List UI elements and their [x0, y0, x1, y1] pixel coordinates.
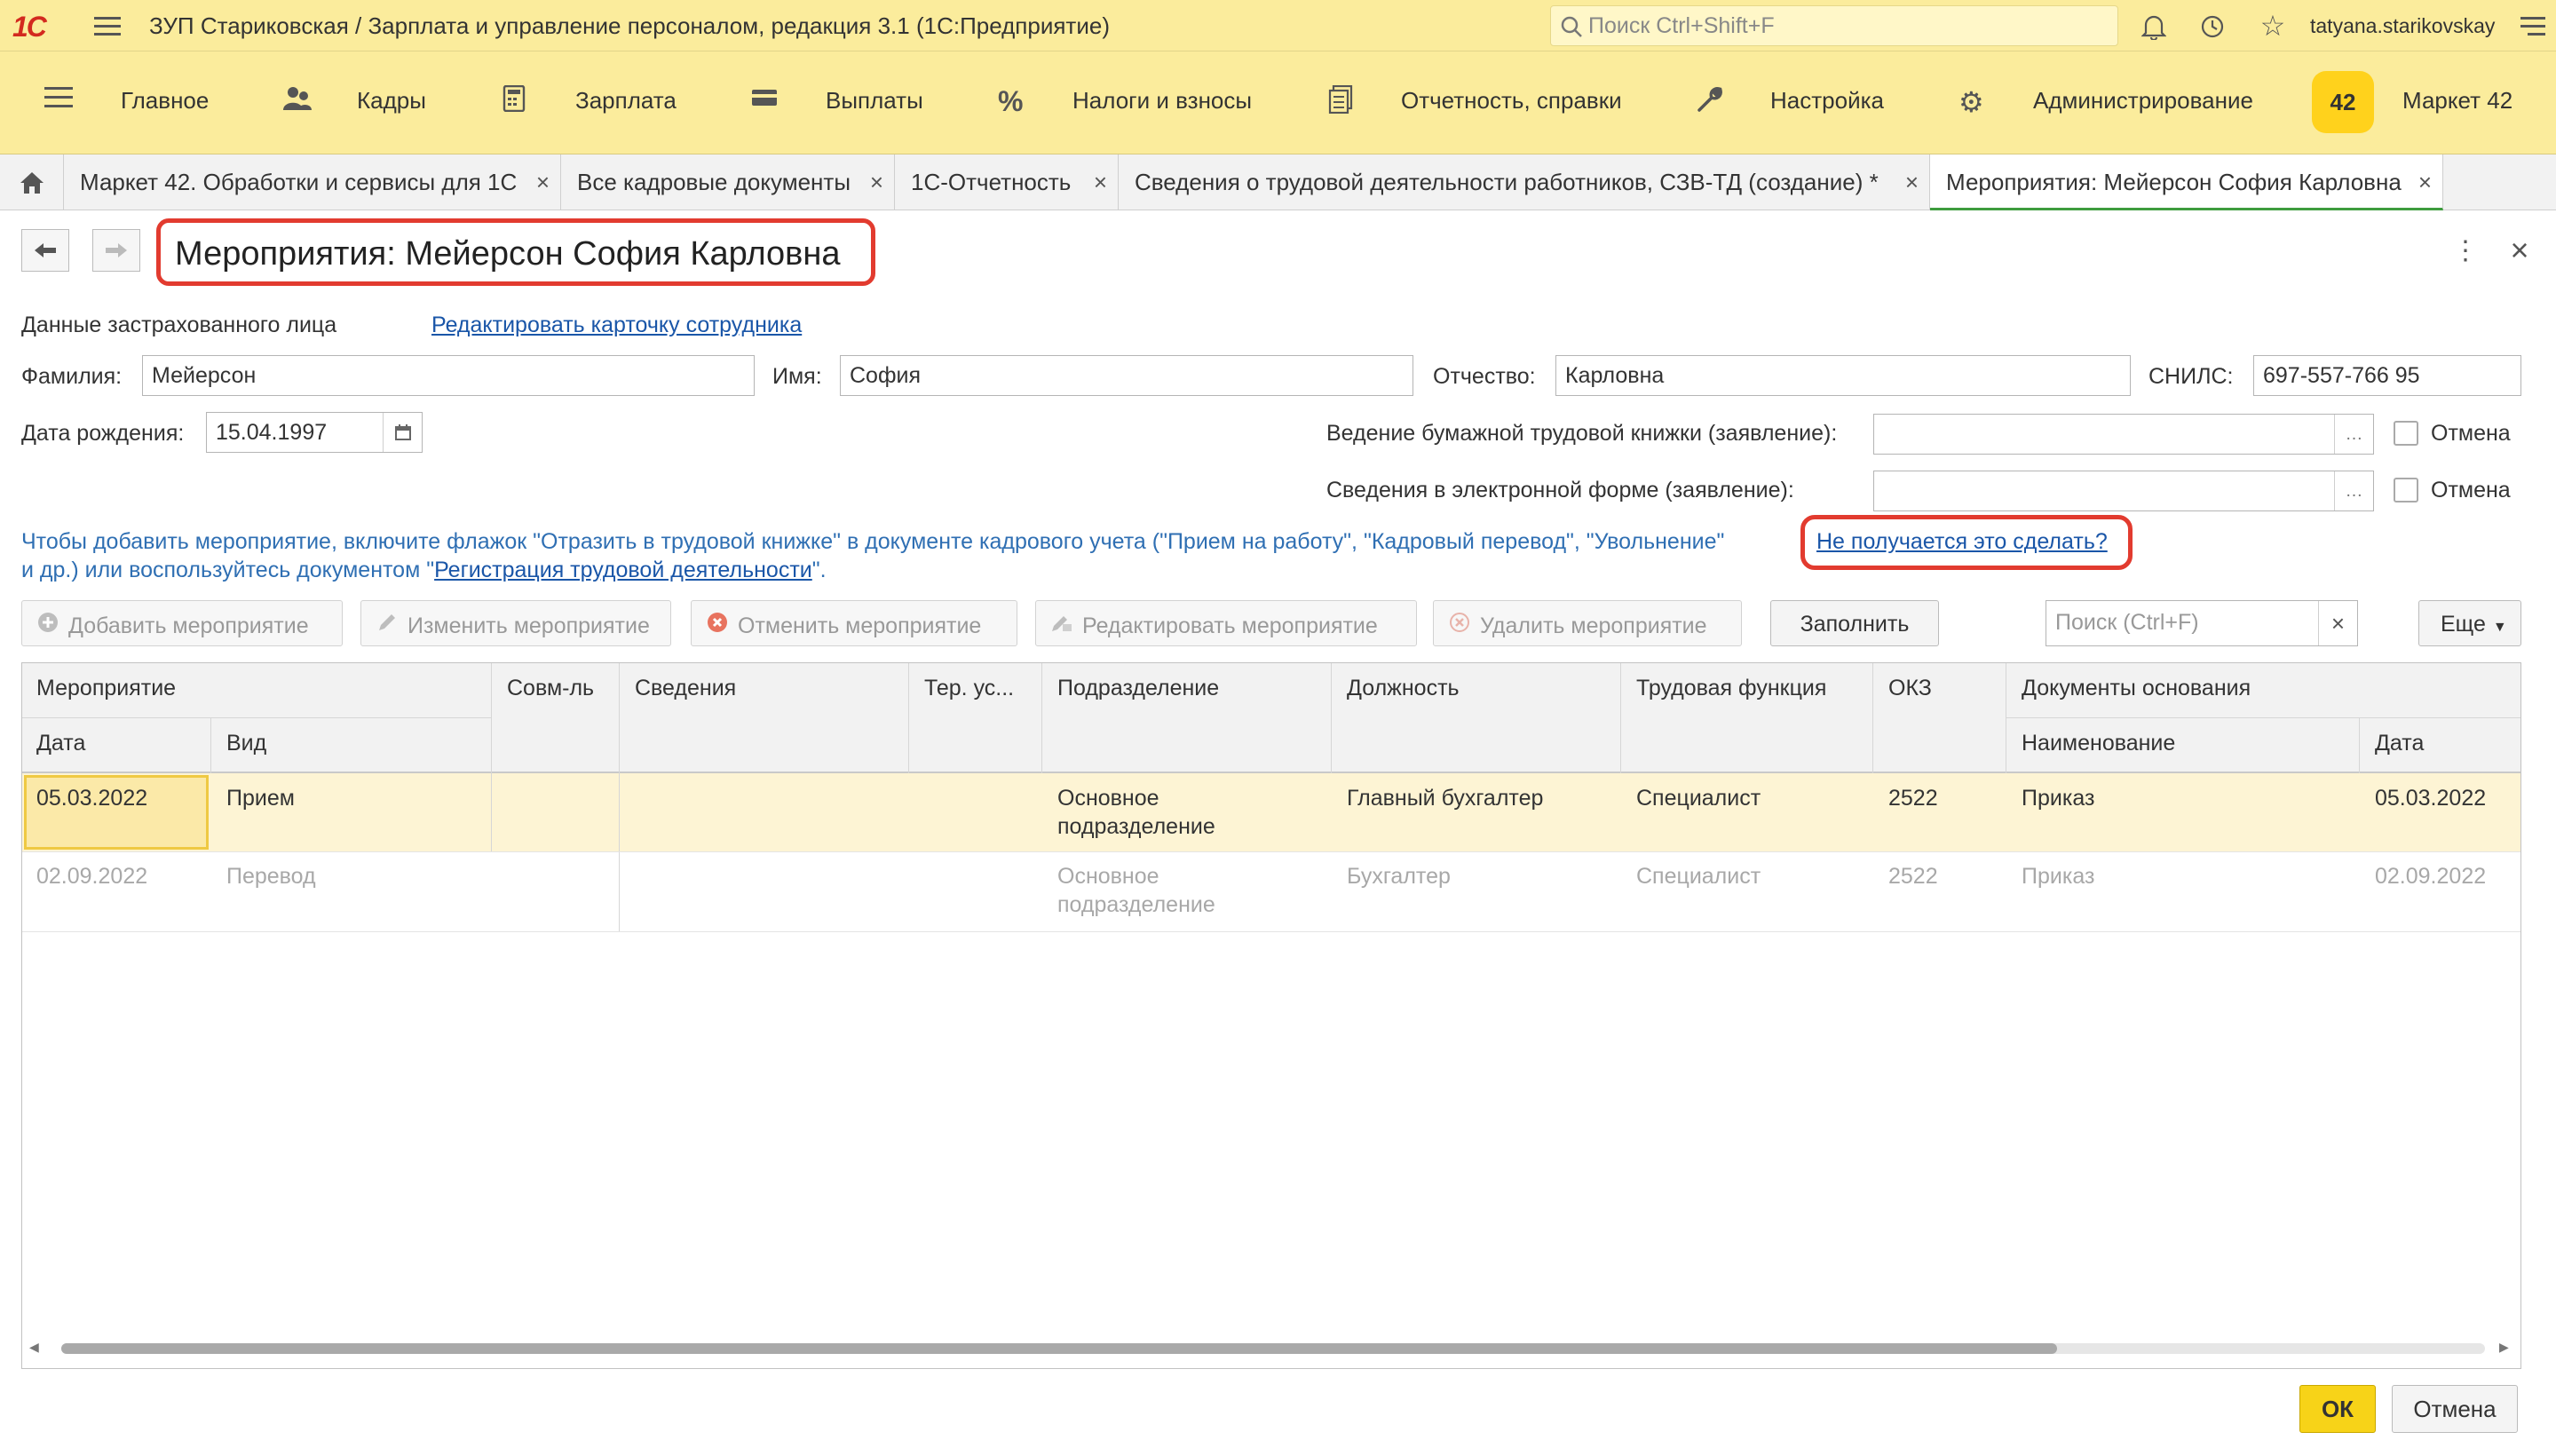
cell-doc-date: 02.09.2022 [2375, 864, 2487, 889]
paper-book-label: Ведение бумажной трудовой книжки (заявление): [1326, 421, 1838, 446]
section-settings[interactable]: Настройка [1770, 87, 1884, 114]
insured-person-label: Данные застрахованного лица [21, 313, 337, 337]
scroll-left-icon[interactable]: ◀ [29, 1340, 39, 1354]
header-event[interactable]: Мероприятие [36, 676, 177, 700]
add-event-button[interactable] [21, 600, 343, 646]
info-text-line2 [21, 558, 827, 583]
close-tab-icon[interactable]: × [1093, 169, 1107, 195]
header-position[interactable]: Должность [1347, 676, 1460, 700]
cell-labor-function: Специалист [1636, 786, 1761, 811]
edit-employee-card-link[interactable]: Редактировать карточку сотрудника [431, 313, 803, 337]
tab-label: Маркет 42. Обработки и сервисы для 1С [80, 169, 518, 195]
birth-date-label: Дата рождения: [21, 421, 185, 446]
col-divider [1620, 663, 1621, 773]
tab-szv-td[interactable] [1119, 154, 1930, 210]
change-event-button[interactable] [360, 600, 671, 646]
add-icon [35, 612, 61, 639]
calendar-icon[interactable] [383, 413, 422, 452]
more-label: Еще [2441, 612, 2486, 637]
patronymic-label: Отчество: [1433, 364, 1536, 389]
menu-icon[interactable] [44, 85, 73, 116]
username[interactable]: tatyana.starikovskay [2310, 14, 2496, 37]
col-divider [210, 718, 211, 773]
global-search-placeholder: Поиск Ctrl+Shift+F [1588, 13, 1775, 38]
select-ellipsis-icon[interactable]: … [2334, 415, 2373, 454]
paper-book-cancel-label: Отмена [2431, 421, 2511, 446]
header-date[interactable]: Дата [36, 731, 86, 756]
electronic-form-field[interactable] [1873, 471, 2374, 511]
help-link[interactable]: Не получается это сделать? [1816, 529, 2108, 554]
section-taxes[interactable]: Налоги и взносы [1072, 87, 1253, 114]
section-hr[interactable]: Кадры [357, 87, 426, 114]
col-divider [908, 663, 909, 773]
dropdown-arrow-icon: ▼ [2492, 620, 2507, 635]
edit-document-icon [1049, 612, 1075, 639]
settings-menu-icon[interactable] [2518, 11, 2548, 41]
section-payments[interactable]: Выплаты [826, 87, 923, 114]
row-divider [22, 851, 2520, 852]
header-kind[interactable]: Вид [226, 731, 267, 756]
electronic-form-cancel-checkbox[interactable] [2394, 478, 2418, 502]
cell-position: Бухгалтер [1347, 864, 1451, 889]
change-event-label: Изменить мероприятие [408, 613, 650, 638]
patronymic-field[interactable]: Карловна [1555, 355, 2131, 396]
table-search-input[interactable] [2046, 600, 2358, 646]
header-part-time[interactable]: Совм-ль [507, 676, 595, 700]
snils-field[interactable]: 697-557-766 95 [2253, 355, 2521, 396]
header-subdivider [2006, 717, 2520, 718]
cell-kind: Прием [226, 786, 295, 811]
info-text-prefix: и др.) или воспользуйтесь документом " [21, 558, 435, 582]
star-icon[interactable]: ☆ [2259, 10, 2286, 42]
tab-label: Мероприятия: Мейерсон София Карловна [1946, 169, 2402, 195]
revoke-event-label: Отменить мероприятие [738, 613, 982, 638]
row-divider [22, 931, 2520, 932]
section-salary[interactable]: Зарплата [575, 87, 677, 114]
tab-label: 1С-Отчетность [911, 169, 1072, 195]
search-icon [1560, 15, 1583, 44]
section-reports[interactable]: Отчетность, справки [1401, 87, 1622, 114]
cell-doc-name: Приказ [2022, 864, 2095, 889]
cell-date: 02.09.2022 [36, 864, 148, 889]
header-labor-function[interactable]: Трудовая функция [1636, 676, 1827, 700]
main-menu-icon[interactable] [92, 11, 123, 41]
col-divider [619, 663, 620, 773]
col-divider [619, 773, 620, 931]
surname-field[interactable]: Мейерсон [142, 355, 755, 396]
header-department[interactable]: Подразделение [1057, 676, 1220, 700]
scroll-right-icon[interactable]: ▶ [2499, 1340, 2509, 1354]
people-icon [282, 85, 313, 118]
pencil-icon [374, 612, 400, 639]
header-base-docs[interactable]: Документы основания [2022, 676, 2251, 700]
sections-panel [0, 51, 2556, 154]
events-table [21, 662, 2521, 1369]
edit-event-button[interactable] [1035, 600, 1417, 646]
delete-event-button[interactable] [1433, 600, 1742, 646]
more-button[interactable] [2418, 600, 2521, 646]
tab-label: Все кадровые документы [577, 169, 851, 195]
tab-hr-documents[interactable] [561, 154, 895, 210]
tab-label: Сведения о трудовой деятельности работников, СЗВ-ТД (создание) * [1135, 169, 1879, 195]
cell-okz: 2522 [1888, 786, 1938, 811]
tab-events-active[interactable] [1930, 154, 2443, 210]
close-tab-icon[interactable]: × [2418, 169, 2432, 195]
col-divider [1331, 663, 1332, 773]
header-subdivider [22, 717, 491, 718]
app-title: ЗУП Стариковская / Зарплата и управление персоналом, редакция 3.1 (1С:Предприятие) [149, 12, 1110, 39]
clear-search-icon[interactable]: × [2318, 601, 2357, 645]
open-windows-tabs [0, 154, 2556, 210]
name-field[interactable]: София [840, 355, 1413, 396]
col-divider [491, 663, 492, 773]
col-divider [491, 773, 492, 851]
forward-button[interactable] [92, 229, 140, 272]
registration-document-link[interactable]: Регистрация трудовой деятельности [434, 558, 812, 582]
close-icon[interactable]: × [2510, 232, 2529, 268]
section-market42[interactable]: Маркет 42 [2402, 87, 2513, 114]
market42-icon[interactable] [2312, 71, 2374, 133]
percent-icon: % [998, 85, 1024, 117]
select-ellipsis-icon[interactable]: … [2334, 471, 2373, 510]
global-search-input[interactable] [1550, 5, 2118, 46]
add-event-label: Добавить мероприятие [68, 613, 309, 638]
info-text-suffix: ". [811, 558, 827, 582]
back-button[interactable] [21, 229, 69, 272]
col-divider [1041, 663, 1042, 773]
header-doc-date[interactable]: Дата [2375, 731, 2425, 756]
form-title: Мероприятия: Мейерсон София Карловна [156, 218, 875, 286]
paper-book-cancel-checkbox[interactable] [2394, 421, 2418, 446]
header-territory[interactable]: Тер. ус... [924, 676, 1015, 700]
cell-kind: Перевод [226, 864, 316, 889]
cancel-button[interactable]: Отмена [2392, 1385, 2518, 1433]
delete-icon [1446, 612, 1473, 639]
ok-button[interactable]: ОК [2299, 1385, 2376, 1433]
name-label: Имя: [772, 364, 822, 389]
home-icon[interactable] [0, 154, 64, 210]
gear-icon: ⚙ [1959, 86, 1984, 118]
cell-labor-function: Специалист [1636, 864, 1761, 889]
surname-label: Фамилия: [21, 364, 123, 389]
cell-department: Основное подразделение [1057, 864, 1215, 917]
tab-1c-reporting[interactable] [895, 154, 1119, 210]
bell-icon[interactable] [2138, 11, 2170, 43]
calculator-icon [502, 85, 526, 118]
close-tab-icon[interactable]: × [869, 169, 883, 195]
app-logo: 1С [12, 11, 45, 43]
birth-date-value: 15.04.1997 [216, 420, 328, 445]
title-bar [0, 0, 2556, 51]
table-search-placeholder: Поиск (Ctrl+F) [2055, 610, 2199, 635]
cell-position: Главный бухгалтер [1347, 786, 1544, 811]
close-tab-icon[interactable]: × [535, 169, 550, 195]
tab-market42[interactable] [64, 154, 561, 210]
section-main[interactable]: Главное [121, 87, 210, 114]
market42-badge-text: 42 [2330, 88, 2356, 115]
cell-okz: 2522 [1888, 864, 1938, 889]
snils-label: СНИЛС: [2148, 364, 2234, 389]
col-divider [2359, 718, 2360, 773]
electronic-form-cancel-label: Отмена [2431, 478, 2511, 502]
birth-date-field[interactable] [206, 412, 423, 453]
revoke-event-button[interactable] [691, 600, 1017, 646]
close-tab-icon[interactable]: × [1904, 169, 1919, 195]
reports-icon [1328, 85, 1353, 120]
electronic-form-label: Сведения в электронной форме (заявление): [1326, 478, 1794, 502]
header-doc-name[interactable]: Наименование [2022, 731, 2176, 756]
section-administration[interactable]: Администрирование [2033, 87, 2253, 114]
edit-event-label: Редактировать мероприятие [1082, 613, 1378, 638]
col-divider [1872, 663, 1873, 773]
wrench-icon [1696, 85, 1724, 120]
wallet-icon [751, 85, 778, 115]
cell-date: 05.03.2022 [36, 786, 148, 811]
cell-department: Основное подразделение [1057, 786, 1215, 839]
cell-doc-date: 05.03.2022 [2375, 786, 2487, 811]
fill-button[interactable]: Заполнить [1770, 600, 1939, 646]
paper-book-field[interactable] [1873, 414, 2374, 455]
header-info[interactable]: Сведения [635, 676, 737, 700]
cancel-circle-icon [704, 612, 731, 639]
horizontal-scrollbar-thumb[interactable] [61, 1343, 2057, 1354]
delete-event-label: Удалить мероприятие [1480, 613, 1707, 638]
more-options-icon[interactable]: ⋮ [2452, 235, 2479, 265]
header-okz[interactable]: ОКЗ [1888, 676, 1932, 700]
info-text-line1: Чтобы добавить мероприятие, включите флажок "Отразить в трудовой книжке" в документе кадрового учета ("Прием на работу", "Кадровый перевод", "Увольнение" [21, 529, 1725, 554]
history-icon[interactable] [2196, 11, 2228, 43]
table-row[interactable] [22, 773, 2520, 851]
cell-doc-name: Приказ [2022, 786, 2095, 811]
